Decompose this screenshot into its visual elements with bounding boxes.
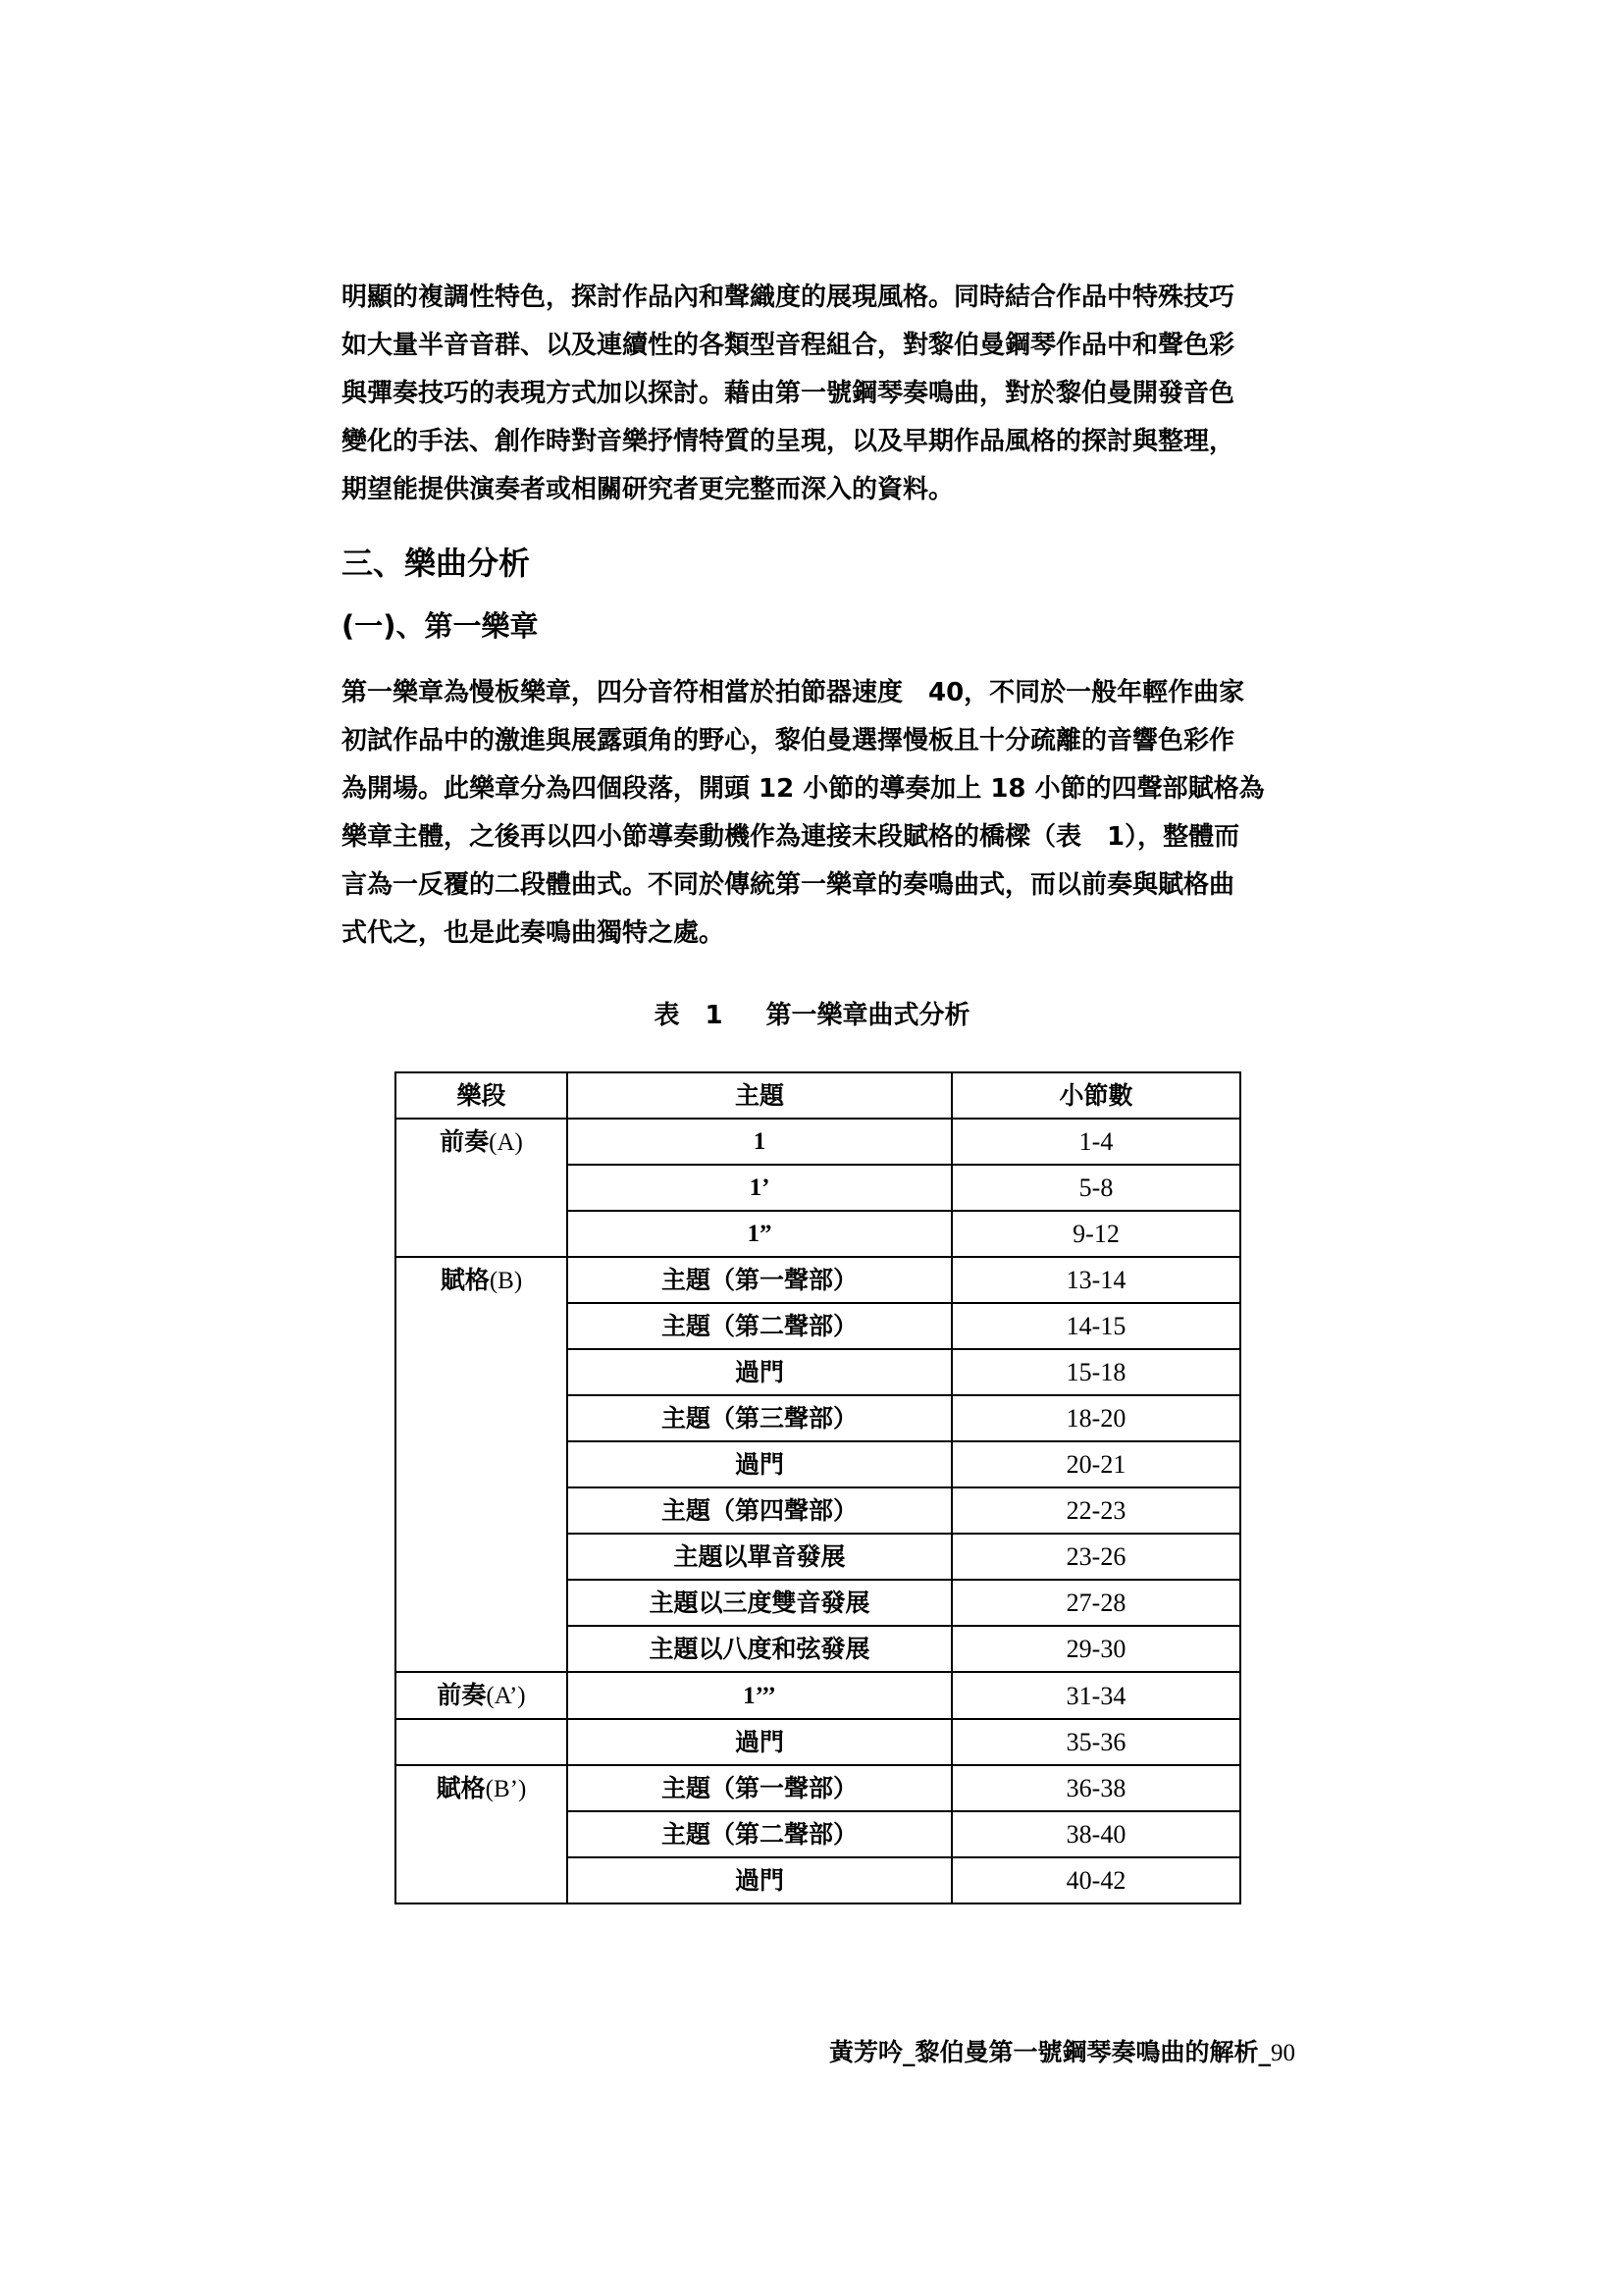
paragraph-line: 與彈奏技巧的表現方式加以探討。藉由第一號鋼琴奏鳴曲，對於黎伯曼開發音色: [341, 379, 1235, 408]
measures-cell: 35-36: [952, 1719, 1240, 1765]
measures-cell: 36-38: [952, 1765, 1240, 1811]
paragraph-line: 為開場。此樂章分為四個段落，開頭 12 小節的導奏加上 18 小節的四聲部賦格為: [341, 774, 1265, 804]
theme-cell: 過門: [567, 1719, 952, 1765]
measures-cell: 5-8: [952, 1165, 1240, 1211]
header-measures: 小節數: [952, 1072, 1240, 1119]
theme-cell: 1”: [567, 1211, 952, 1257]
theme-cell: 主題（第三聲部）: [567, 1395, 952, 1441]
theme-cell: 主題（第二聲部）: [567, 1303, 952, 1349]
table-row: [395, 1119, 1240, 1165]
theme-cell: 過門: [567, 1441, 952, 1487]
movement-paragraph: [341, 669, 1303, 958]
footer-text: 黃芳吟_黎伯曼第一號鋼琴奏鳴曲的解析_: [828, 2038, 1271, 2066]
measures-cell: 20-21: [952, 1441, 1240, 1487]
table-caption-label: 表 1: [654, 1001, 723, 1030]
table-row: [395, 1765, 1240, 1811]
measures-cell: 29-30: [952, 1626, 1240, 1672]
measures-cell: 31-34: [952, 1672, 1240, 1719]
paragraph-line: 樂章主體，之後再以四小節導奏動機作為連接末段賦格的橋樑（表 1），整體而: [341, 822, 1240, 852]
header-theme: 主題: [567, 1072, 952, 1119]
subsection-heading: (一)、第一樂章: [341, 609, 539, 643]
measures-cell: 27-28: [952, 1580, 1240, 1626]
section-heading: 三、樂曲分析: [341, 545, 531, 582]
theme-cell: 主題（第一聲部）: [567, 1257, 952, 1303]
section-cell: [395, 1257, 567, 1672]
paragraph-line: 如大量半音音群、以及連續性的各類型音程組合，對黎伯曼鋼琴作品中和聲色彩: [341, 331, 1235, 360]
measures-cell: 23-26: [952, 1534, 1240, 1580]
measures-cell: 13-14: [952, 1257, 1240, 1303]
theme-cell: 1: [567, 1119, 952, 1165]
measures-cell: 38-40: [952, 1811, 1240, 1857]
paragraph-line: 言為一反覆的二段體曲式。不同於傳統第一樂章的奏鳴曲式，而以前奏與賦格曲: [341, 870, 1235, 900]
table-caption: [0, 996, 1624, 1035]
section-mark: (B’): [485, 1776, 527, 1802]
paragraph-line: 明顯的複調性特色，探討作品內和聲織度的展現風格。同時結合作品中特殊技巧: [341, 283, 1235, 312]
section-cell: [395, 1672, 567, 1719]
theme-cell: 1’’’: [567, 1672, 952, 1719]
theme-cell: 過門: [567, 1857, 952, 1903]
form-analysis-table: [394, 1071, 1241, 1904]
table-header-row: [395, 1072, 1240, 1119]
theme-cell: 主題（第四聲部）: [567, 1487, 952, 1534]
paragraph-line: 第一樂章為慢板樂章，四分音符相當於拍節器速度 40，不同於一般年輕作曲家: [341, 678, 1245, 707]
section-mark: (A): [489, 1129, 523, 1156]
paragraph-line: 期望能提供演奏者或相關研究者更完整而深入的資料。: [341, 475, 955, 504]
section-name: 前奏: [440, 1127, 490, 1156]
measures-cell: 14-15: [952, 1303, 1240, 1349]
measures-cell: 1-4: [952, 1119, 1240, 1165]
theme-cell: 主題以三度雙音發展: [567, 1580, 952, 1626]
table-body: [395, 1119, 1240, 1903]
measures-cell: 18-20: [952, 1395, 1240, 1441]
section-name: 賦格: [436, 1774, 486, 1802]
header-section: 樂段: [395, 1072, 567, 1119]
paragraph-line: 初試作品中的激進與展露頭角的野心，黎伯曼選擇慢板且十分疏離的音響色彩作: [341, 726, 1235, 756]
section-mark: (B): [489, 1268, 523, 1294]
theme-cell: 主題（第一聲部）: [567, 1765, 952, 1811]
page-number: 90: [1271, 2040, 1295, 2066]
measures-cell: 15-18: [952, 1349, 1240, 1395]
section-cell: [395, 1119, 567, 1257]
section-cell: [395, 1719, 567, 1765]
measures-cell: 22-23: [952, 1487, 1240, 1534]
measures-cell: 9-12: [952, 1211, 1240, 1257]
theme-cell: 主題以八度和弦發展: [567, 1626, 952, 1672]
theme-cell: 主題以單音發展: [567, 1534, 952, 1580]
table-caption-title: 第一樂章曲式分析: [765, 1001, 970, 1030]
table-row: [395, 1257, 1240, 1303]
measures-cell: 40-42: [952, 1857, 1240, 1903]
theme-cell: 過門: [567, 1349, 952, 1395]
table-row: [395, 1672, 1240, 1719]
section-mark: (A’): [486, 1683, 526, 1709]
section-cell: [395, 1765, 567, 1903]
table-row: [395, 1719, 1240, 1765]
page-footer: [829, 2033, 1295, 2073]
paragraph-line: 式代之，也是此奏鳴曲獨特之處。: [341, 918, 725, 948]
intro-paragraph: [341, 274, 1303, 514]
section-name: 前奏: [437, 1681, 487, 1709]
paragraph-line: 變化的手法、創作時對音樂抒情特質的呈現，以及早期作品風格的探討與整理，: [341, 427, 1235, 456]
section-name: 賦格: [440, 1266, 490, 1294]
theme-cell: 主題（第二聲部）: [567, 1811, 952, 1857]
theme-cell: 1’: [567, 1165, 952, 1211]
